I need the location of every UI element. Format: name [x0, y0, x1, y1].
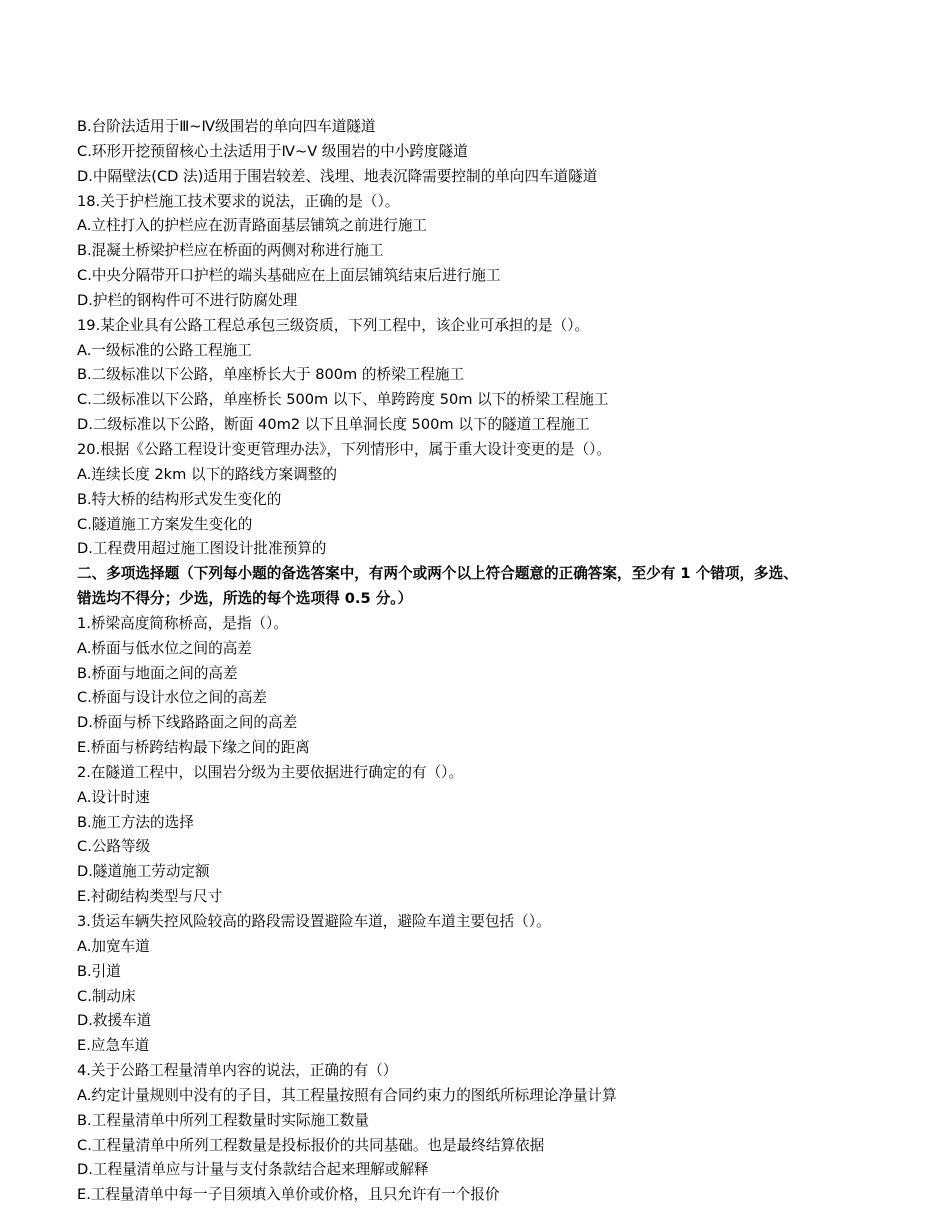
question-line: 19.某企业具有公路工程总承包三级资质，下列工程中，该企业可承担的是（）。 — [77, 316, 590, 334]
question-line: 2.在隧道工程中，以围岩分级为主要依据进行确定的有（）。 — [77, 763, 464, 781]
option-line: E.衬砌结构类型与尺寸 — [77, 888, 223, 906]
option-line: C.公路等级 — [77, 838, 151, 856]
question-line: 3.货运车辆失控风险较高的路段需设置避险车道，避险车道主要包括（）。 — [77, 913, 551, 930]
option-line: B.特大桥的结构形式发生变化的 — [77, 490, 282, 508]
option-line: C.桥面与设计水位之间的高差 — [77, 689, 267, 707]
option-line: B.台阶法适用于Ⅲ~Ⅳ级围岩的单向四车道隧道 — [77, 118, 376, 135]
option-line: B.引道 — [77, 962, 121, 980]
option-line: C.二级标准以下公路，单座桥长 500m 以下、单跨跨度 50m 以下的桥梁工程施工 — [77, 391, 609, 409]
option-line: C.制动床 — [77, 987, 136, 1005]
option-line: A.连续长度 2km 以下的路线方案调整的 — [77, 465, 337, 483]
option-line: B.工程量清单中所列工程数量时实际施工数量 — [77, 1111, 369, 1129]
option-line: A.立柱打入的护栏应在沥青路面基层铺筑之前进行施工 — [77, 217, 428, 235]
option-line: B.桥面与地面之间的高差 — [77, 664, 238, 682]
option-line: A.设计时速 — [77, 788, 150, 806]
option-line: E.工程量清单中每一子目须填入单价或价格，且只允许有一个报价 — [77, 1186, 500, 1204]
option-line: C.隧道施工方案发生变化的 — [77, 515, 253, 533]
question-line: 4.关于公路工程量清单内容的说法，正确的有（） — [77, 1062, 398, 1080]
option-line: A.加宽车道 — [77, 937, 150, 955]
option-line: E.应急车道 — [77, 1037, 150, 1055]
option-line: C.工程量清单中所列工程数量是投标报价的共同基础。也是最终结算依据 — [77, 1136, 545, 1154]
option-line: D.工程费用超过施工图设计批准预算的 — [77, 540, 327, 558]
option-line: A.约定计量规则中没有的子目，其工程量按照有合同约束力的图纸所标理论净量计算 — [77, 1086, 617, 1104]
option-line: D.隧道施工劳动定额 — [77, 863, 210, 881]
option-line: D.护栏的钢构件可不进行防腐处理 — [77, 291, 298, 309]
option-line: E.桥面与桥跨结构最下缘之间的距离 — [77, 739, 310, 757]
option-line: D.桥面与桥下线路路面之间的高差 — [77, 714, 298, 732]
question-line: 1.桥梁高度简称桥高，是指（）。 — [77, 614, 288, 632]
option-line: D.中隔壁法(CD 法)适用于围岩较差、浅埋、地表沉降需要控制的单向四车道隧道 — [77, 167, 598, 185]
document-page — [77, 115, 937, 1208]
option-line: D.二级标准以下公路，断面 40m2 以下且单洞长度 500m 以下的隧道工程施工 — [77, 416, 590, 434]
option-line: D.救援车道 — [77, 1012, 152, 1030]
section-heading: 二、多项选择题（下列每小题的备选答案中，有两个或两个以上符合题意的正确答案，至少有 1 个错项，多选、 — [77, 565, 798, 583]
section-heading-continued: 错选均不得分；少选，所选的每个选项得 0.5 分。） — [77, 590, 413, 608]
question-line: 20.根据《公路工程设计变更管理办法》，下列情形中，属于重大设计变更的是（）。 — [77, 440, 611, 458]
option-line: C.中央分隔带开口护栏的端头基础应在上面层铺筑结束后进行施工 — [77, 267, 501, 285]
option-line: C.环形开挖预留核心土法适用于Ⅳ~Ⅴ 级围岩的中小跨度隧道 — [77, 142, 468, 160]
option-line: B.混凝土桥梁护栏应在桥面的两侧对称进行施工 — [77, 242, 384, 260]
option-line: B.施工方法的选择 — [77, 813, 194, 831]
option-line: D.工程量清单应与计量与支付条款结合起来理解或解释 — [77, 1161, 429, 1179]
option-line: B.二级标准以下公路，单座桥长大于 800m 的桥梁工程施工 — [77, 366, 465, 384]
option-line: A.一级标准的公路工程施工 — [77, 341, 252, 359]
question-line: 18.关于护栏施工技术要求的说法，正确的是（）。 — [77, 192, 400, 210]
option-line: A.桥面与低水位之间的高差 — [77, 639, 252, 657]
